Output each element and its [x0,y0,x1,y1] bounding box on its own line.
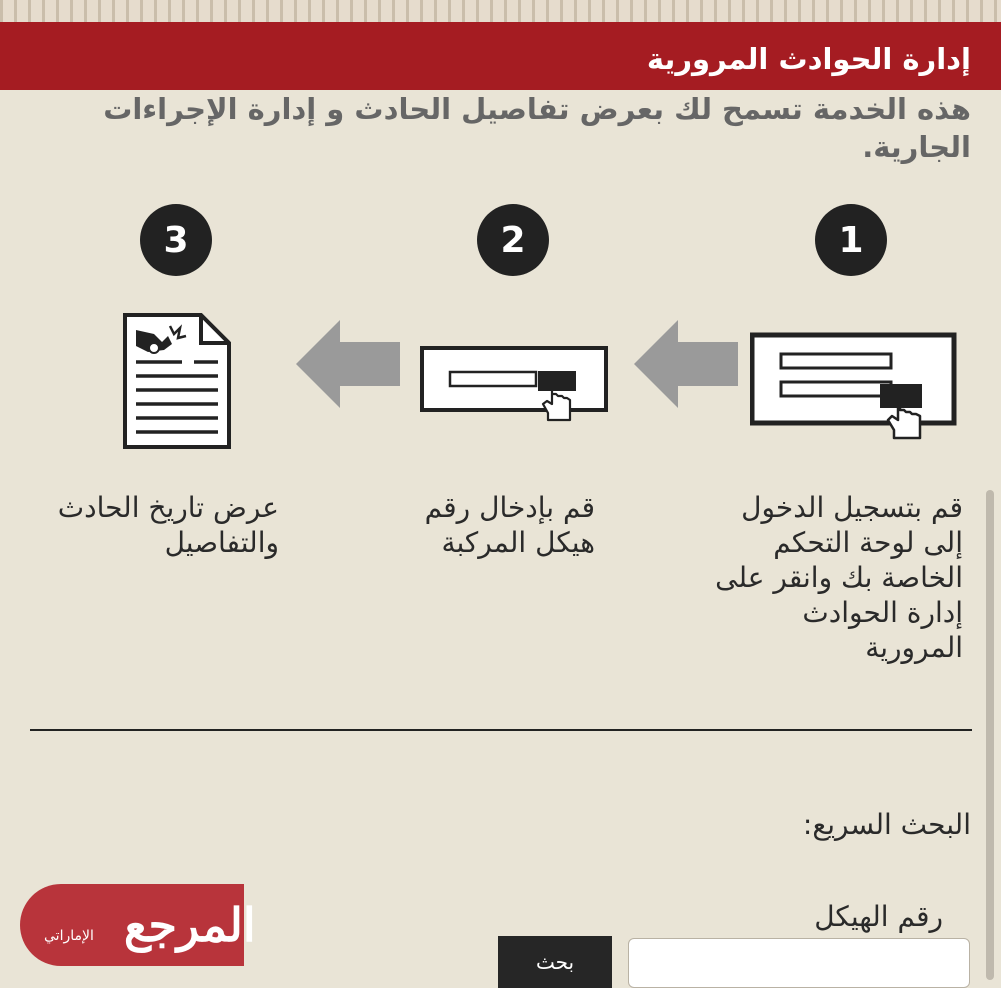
service-description: هذه الخدمة تسمح لك بعرض تفاصيل الحادث و إدارة الإجراءات الجارية. [103,92,971,164]
page-header [0,22,1001,90]
accident-report-document-icon [122,312,234,456]
brand-logo: المرجع [124,898,256,952]
top-decorative-strip [0,0,1001,22]
chassis-number-input[interactable] [628,938,970,988]
chassis-number-label: رقم الهيكل [814,900,943,933]
step-1-number: 1 [815,204,887,276]
step-2-text: قم بإدخال رقم هيكل المركبة [424,491,595,559]
arrow-left-icon [634,320,738,412]
step-2-number: 2 [477,204,549,276]
brand-subtitle: الإماراتي [44,928,94,944]
step-3-text: عرض تاريخ الحادث والتفاصيل [57,491,279,559]
input-field-click-icon [420,346,612,430]
brand-badge [20,884,256,966]
scrollbar[interactable] [986,490,994,980]
section-divider [30,729,972,731]
arrow-left-icon [296,320,400,412]
search-button[interactable]: بحث [498,936,612,988]
step-1-text: قم بتسجيل الدخول إلى لوحة التحكم الخاصة بك وانقر على إدارة الحوادث المرورية [715,491,963,664]
page-title: إدارة الحوادث المرورية [646,42,971,76]
step-3-number: 3 [140,204,212,276]
login-form-click-icon [750,332,960,458]
quick-search-label: البحث السريع: [802,808,971,841]
